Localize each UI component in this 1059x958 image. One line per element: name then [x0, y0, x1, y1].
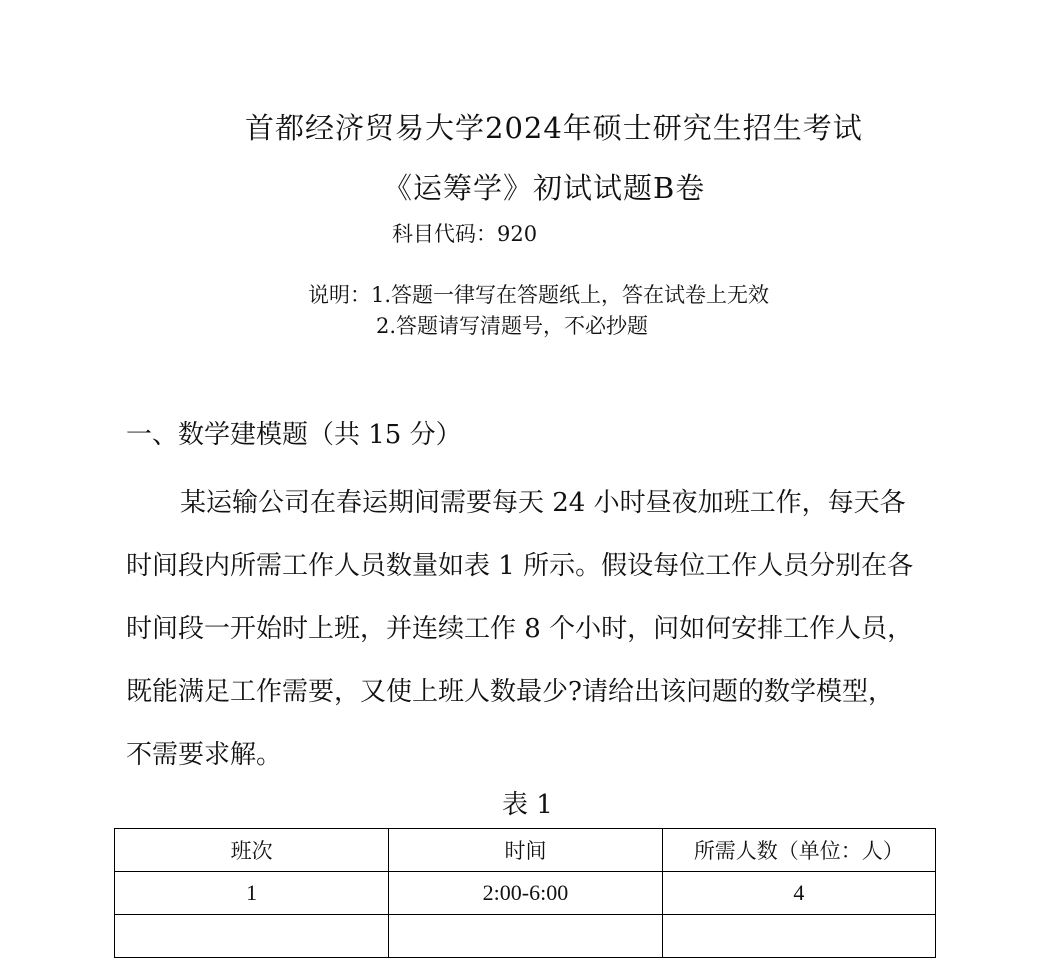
instruction-line-1: 说明：1.答题一律写在答题纸上，答在试卷上无效 — [308, 283, 770, 307]
paragraph-line: 时间段一开始时上班，并连续工作 8 个小时，问如何安排工作人员， — [126, 614, 914, 644]
shift-table — [114, 828, 936, 958]
paragraph-line: 时间段内所需工作人员数量如表 1 所示。假设每位工作人员分别在各 — [126, 551, 914, 581]
table-cell-shift: 1 — [115, 872, 389, 915]
table-cell-empty — [389, 915, 662, 958]
section-heading: 一、数学建模题（共 15 分） — [126, 420, 462, 450]
instructions — [308, 280, 769, 342]
subject-code: 科目代码：920 — [392, 222, 538, 246]
table-cell-empty — [662, 915, 935, 958]
paragraph-line: 既能满足工作需要，又使上班人数最少?请给出该问题的数学模型， — [126, 677, 894, 707]
column-header-required: 所需人数（单位：人） — [662, 829, 935, 872]
question-paragraph — [126, 472, 926, 787]
column-header-time: 时间 — [389, 829, 662, 872]
table-row — [115, 872, 936, 915]
paragraph-line: 不需要求解。 — [126, 740, 283, 770]
exam-subtitle: 《运筹学》初试试题B卷 — [383, 171, 706, 205]
table-header-row — [115, 829, 936, 872]
table-cell-required: 4 — [662, 872, 935, 915]
instruction-line-2: 2.答题请写清题号，不必抄题 — [376, 314, 649, 338]
table-cell-empty — [115, 915, 389, 958]
column-header-shift: 班次 — [115, 829, 389, 872]
table-caption: 表 1 — [502, 790, 553, 820]
paragraph-line: 某运输公司在春运期间需要每天 24 小时昼夜加班工作，每天各 — [180, 488, 906, 518]
exam-title: 首都经济贸易大学2024年硕士研究生招生考试 — [245, 111, 863, 145]
table-cell-time: 2:00-6:00 — [389, 872, 662, 915]
table-row — [115, 915, 936, 958]
